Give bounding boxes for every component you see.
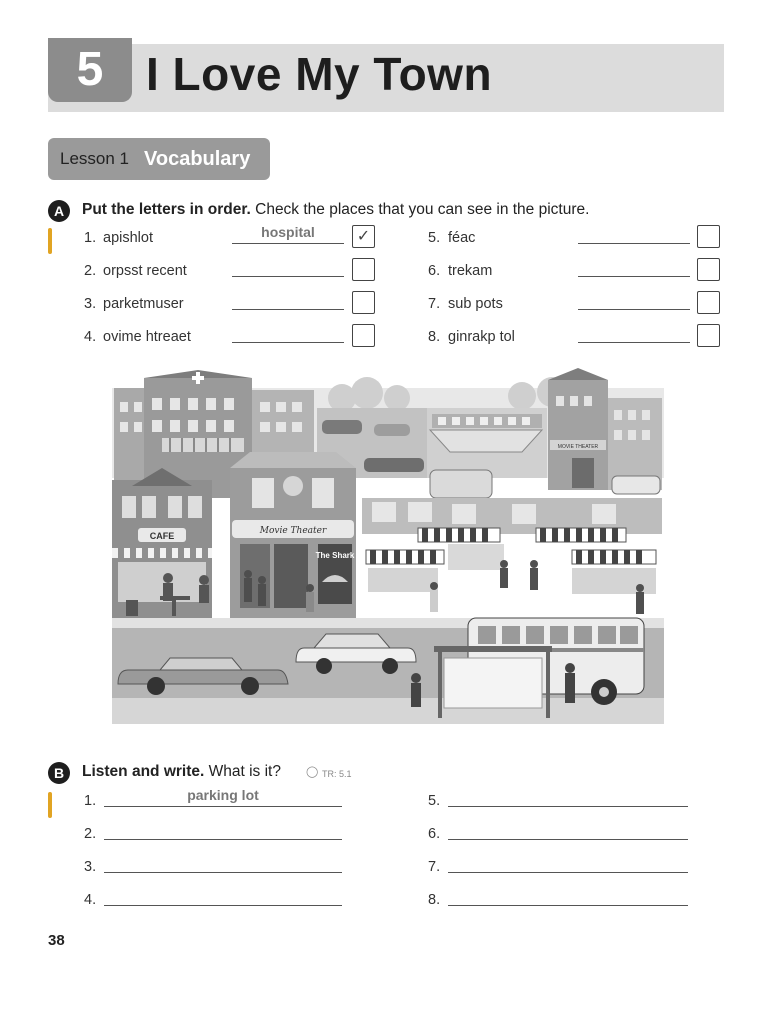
- answer-line[interactable]: [232, 243, 344, 244]
- item-number: 4.: [84, 892, 97, 908]
- lesson-tab: [48, 138, 270, 180]
- scrambled-word: trekam: [448, 263, 493, 279]
- answer-line[interactable]: [578, 243, 690, 244]
- scrambled-word: orpsst recent: [103, 263, 187, 279]
- item-number: 3.: [84, 296, 97, 312]
- instruction-bold: Put the letters in order.: [82, 201, 251, 218]
- page-title: I Love My Town: [146, 48, 493, 100]
- answer-line[interactable]: [448, 905, 688, 906]
- answer-line[interactable]: [104, 872, 342, 873]
- item-number: 7.: [428, 859, 441, 875]
- answer-text: parking lot: [187, 787, 259, 803]
- lesson-topic: Vocabulary: [144, 148, 251, 170]
- item-number: 1.: [84, 793, 97, 809]
- answer-line[interactable]: [104, 839, 342, 840]
- item-number: 2.: [84, 263, 97, 279]
- item-number: 5.: [428, 793, 441, 809]
- checkbox[interactable]: [352, 324, 375, 347]
- section-b-instruction: [82, 763, 281, 781]
- item-number: 7.: [428, 296, 441, 312]
- item-number: 8.: [428, 329, 441, 345]
- section-b-badge: B: [48, 762, 70, 784]
- headphones-icon[interactable]: ◯: [306, 766, 319, 778]
- poster-title: The Shark: [315, 551, 355, 560]
- answer-line[interactable]: [448, 806, 688, 807]
- cafe-sign: CAFE: [149, 531, 175, 541]
- checkbox[interactable]: [697, 324, 720, 347]
- track-number: TR: 5.1: [322, 769, 352, 779]
- answer-line[interactable]: [104, 905, 342, 906]
- building-sign: MOVIE THEATER: [557, 444, 599, 450]
- checkbox[interactable]: [697, 258, 720, 281]
- checkbox[interactable]: ✓: [352, 225, 375, 248]
- answer-line[interactable]: [232, 309, 344, 310]
- item-number: 1.: [84, 230, 97, 246]
- town-illustration: [112, 368, 664, 724]
- answer-line[interactable]: [578, 342, 690, 343]
- item-number: 6.: [428, 263, 441, 279]
- answer-text: hospital: [261, 224, 315, 240]
- item-number: 8.: [428, 892, 441, 908]
- item-number: 2.: [84, 826, 97, 842]
- item-number: 3.: [84, 859, 97, 875]
- checkbox[interactable]: [352, 291, 375, 314]
- instruction-text: What is it?: [208, 763, 281, 780]
- item-number: 4.: [84, 329, 97, 345]
- answer-line[interactable]: [232, 276, 344, 277]
- instruction-bold: Listen and write.: [82, 763, 205, 780]
- checkbox[interactable]: [697, 225, 720, 248]
- scrambled-word: féac: [448, 230, 476, 246]
- scrambled-word: sub pots: [448, 296, 503, 312]
- unit-number: 5: [48, 38, 132, 102]
- scrambled-word: ginrakp tol: [448, 329, 515, 345]
- scrambled-word: apishlot: [103, 230, 153, 246]
- theater-sign: Movie Theater: [259, 526, 327, 536]
- instruction-text: Check the places that you can see in the picture.: [255, 201, 590, 218]
- scrambled-word: ovime htreaet: [103, 329, 191, 345]
- section-a-badge: A: [48, 200, 70, 222]
- answer-line[interactable]: [578, 309, 690, 310]
- item-number: 5.: [428, 230, 441, 246]
- answer-line[interactable]: [578, 276, 690, 277]
- audio-marker: [48, 228, 52, 254]
- answer-line[interactable]: [448, 839, 688, 840]
- section-a-instruction: [82, 201, 589, 219]
- audio-marker: [48, 792, 52, 818]
- item-number: 6.: [428, 826, 441, 842]
- checkbox[interactable]: [352, 258, 375, 281]
- scrambled-word: parketmuser: [103, 296, 184, 312]
- lesson-label: Lesson 1: [60, 149, 129, 168]
- checkbox[interactable]: [697, 291, 720, 314]
- answer-line[interactable]: [232, 342, 344, 343]
- answer-line[interactable]: [104, 806, 342, 807]
- page-number: 38: [48, 932, 65, 949]
- answer-line[interactable]: [448, 872, 688, 873]
